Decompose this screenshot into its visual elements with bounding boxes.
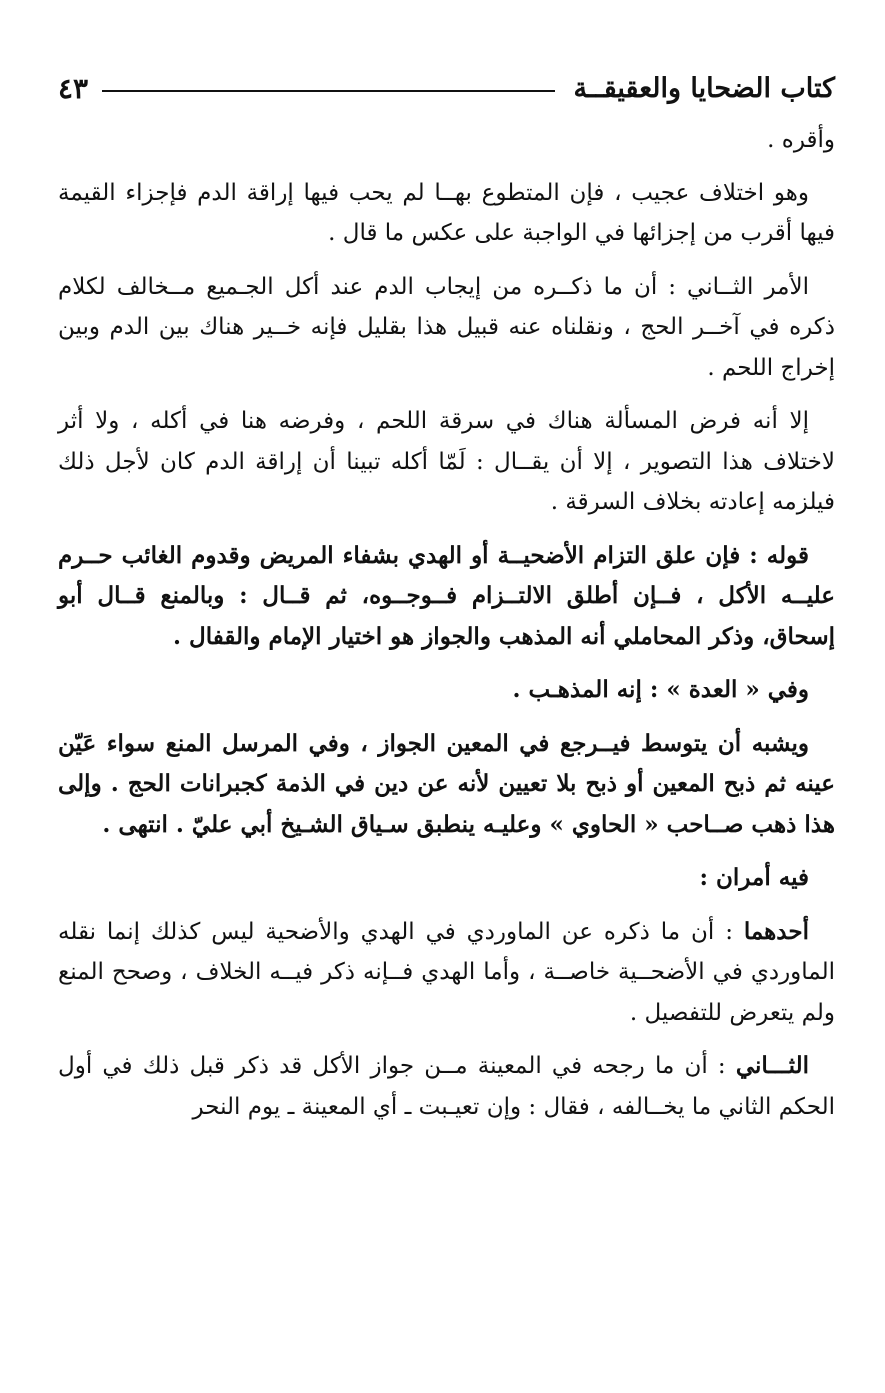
paragraph: الأمر الثــاني : أن ما ذكــره من إيجاب الدم عند أكل الجـميع مــخالف لكلام ذكره في آخــر الحج ، ونقلناه عنه قبيل هذا بقليل فإنه خــير هناك بين الدم وبين إخراج اللحم . (58, 273, 835, 381)
paragraph-text: : أن ما ذكره عن الماوردي في الهدي والأضحية ليس كذلك إنما نقله الماوردي في الأضحــية خاصــة ، وأما الهدي فــإنه ذكر فيــه الخلاف ، وصحح المنع ولم يتعرض للتفصيل . (58, 918, 835, 1026)
paragraph-text: : أن ما رجحه في المعينة مــن جواز الأكل قد ذكر قبل ذلك في أول الحكم الثاني ما يخــالفه ، فقال : وإن تعيـبت ـ أي المعينة ـ يوم النحر (58, 1053, 835, 1120)
paragraph (58, 1046, 835, 1127)
running-title: كتاب الضحايا والعقيقــة (573, 72, 835, 104)
page-body (58, 120, 835, 1127)
header-rule (102, 90, 555, 92)
paragraph: إلا أنه فرض المسألة هناك في سرقة اللحم ، وفرضه هنا في أكله ، ولا أثر لاختلاف هذا التصوير ، إلا أن يقــال : لَمّا أكله تبينا أن إراقة الدم كان لأجل ذلك فيلزمه إعادته بخلاف السرقة . (58, 408, 835, 515)
quoted-paragraph: قوله : فإن علق التزام الأضحيــة أو الهدي بشفاء المريض وقدوم الغائب حــرم عليــه الأكل ، فــإن أطلق الالتــزام فــوجــوه، ثم قــال : وبالمنع قــال أبو إسحاق، وذكر المحاملي أنه المذهب والجواز هو اختيار الإمام والقفال . (58, 541, 835, 650)
paragraph (58, 912, 835, 1034)
paragraph: وأقره . (767, 127, 835, 153)
page-number: ٤٣ (58, 71, 89, 105)
paragraph: وهو اختلاف عجيب ، فإن المتطوع بهــا لم يحب فيها إراقة الدم فإجزاء القيمة فيها أقرب من إجزائها في الواجبة على عكس ما قال . (58, 179, 835, 246)
lead-word: الثـــاني (735, 1052, 809, 1079)
lead-word: أحدهما (743, 917, 809, 945)
quoted-paragraph: ويشبه أن يتوسط فيــرجع في المعين الجواز ، وفي المرسل المنع سواء عَيّن عينه ثم ذبح المعين أو ذبح بلا تعيين لأنه عن دين في الذمة كجبرانات الحج . وإلى هذا ذهب صــاحب « الحاوي » وعليـه ينطبق سـياق الشـيخ أبي عليّ . انتهى . (58, 729, 835, 838)
running-header (58, 62, 835, 114)
section-lead: فيه أمران : (699, 864, 809, 891)
quoted-paragraph: وفي « العدة » : إنه المذهـب . (512, 676, 809, 703)
